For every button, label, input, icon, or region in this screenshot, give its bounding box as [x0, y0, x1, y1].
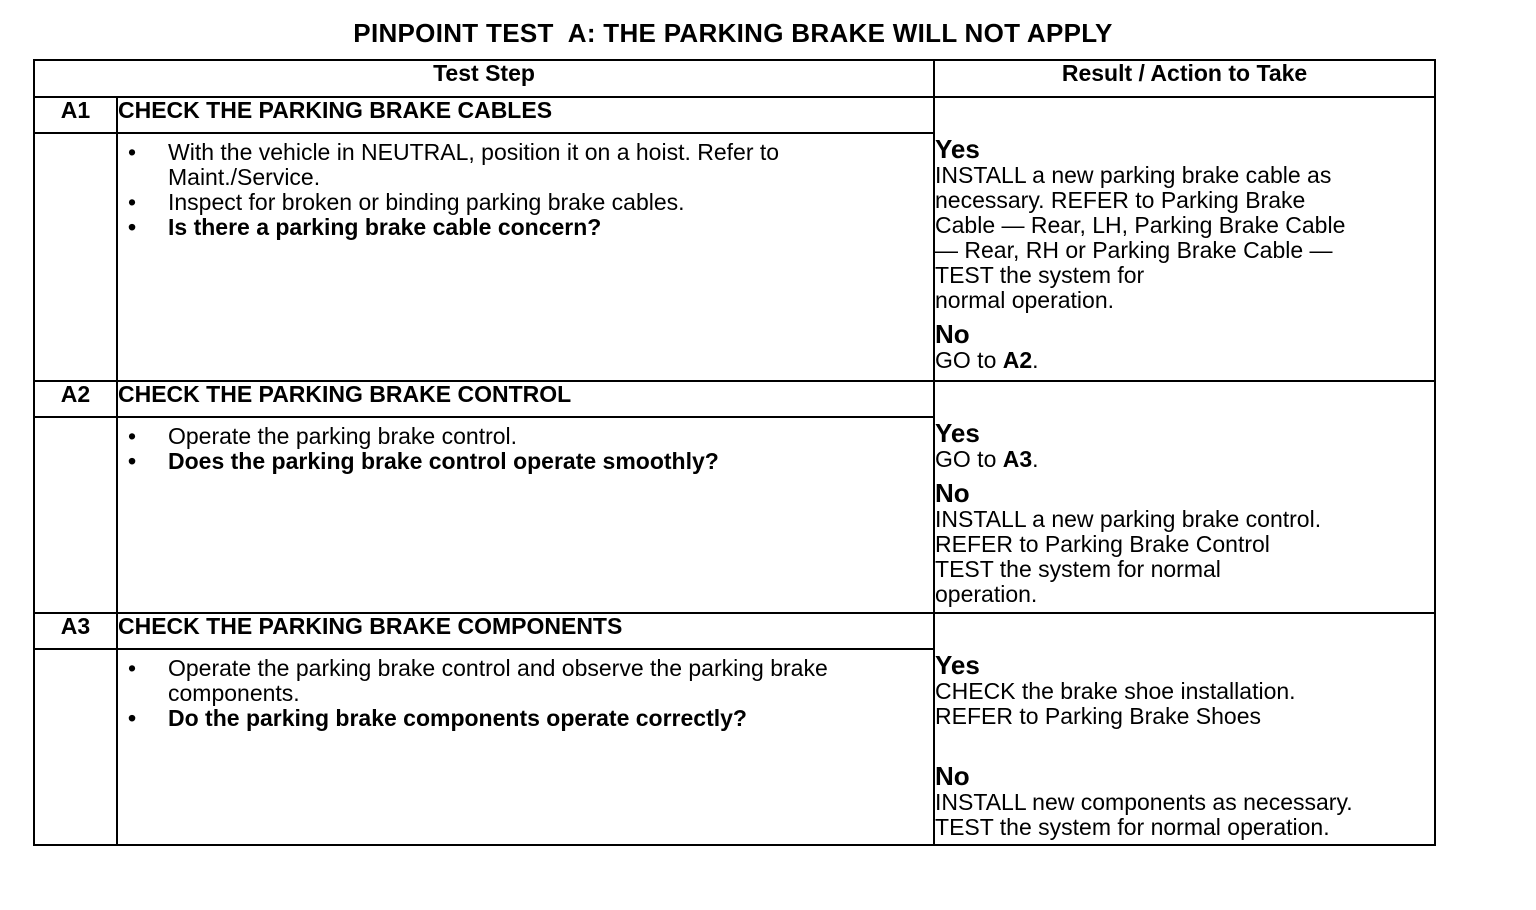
result-line [935, 348, 1434, 373]
yes-label: Yes [935, 650, 980, 680]
instruction-list [118, 650, 933, 731]
pinpoint-test-table [33, 59, 1436, 846]
result-line: TEST the system for [935, 262, 1145, 288]
step-a1-result [934, 97, 1435, 381]
step-a1-instructions [117, 133, 934, 381]
step-a1-title-row [34, 97, 1435, 133]
yes-label: Yes [935, 134, 980, 164]
header-row [34, 60, 1435, 97]
column-header-test-step: Test Step [34, 60, 934, 97]
result-line: TEST the system for normal [935, 556, 1221, 582]
step-title: CHECK THE PARKING BRAKE COMPONENTS [117, 613, 934, 649]
step-id: A1 [34, 97, 117, 133]
step-id-blank [34, 133, 117, 381]
question-item: • Does the parking brake control operate smoothly? [118, 449, 913, 474]
instruction-item: • Operate the parking brake control and observe the parking brake components. [118, 656, 913, 706]
punctuation: . [1032, 446, 1039, 472]
step-id-blank [34, 417, 117, 613]
result-line: necessary. REFER to Parking Brake [935, 187, 1306, 213]
go-to-step-link[interactable]: A2 [1002, 347, 1033, 373]
step-a2-result [934, 381, 1435, 613]
result-line: Cable — Rear, LH, Parking Brake Cable [935, 212, 1346, 238]
no-label: No [935, 319, 970, 349]
step-a3-title-row [34, 613, 1435, 649]
page-title: PINPOINT TEST A: THE PARKING BRAKE WILL NOT APPLY [353, 18, 1113, 48]
column-header-result: Result / Action to Take [934, 60, 1435, 97]
step-id: A2 [34, 381, 117, 417]
step-id: A3 [34, 613, 117, 649]
question-item: • Is there a parking brake cable concern? [118, 215, 913, 240]
step-title: CHECK THE PARKING BRAKE CABLES [117, 97, 934, 133]
instruction-item: • Operate the parking brake control. [118, 424, 913, 449]
no-label: No [935, 478, 970, 508]
instruction-list [118, 418, 933, 474]
go-to-text: GO to [935, 347, 1003, 373]
result-line: INSTALL a new parking brake control. [935, 506, 1322, 532]
step-a2-title-row [34, 381, 1435, 417]
instruction-list [118, 134, 933, 240]
result-line [935, 447, 1434, 472]
step-a3-result [934, 613, 1435, 845]
result-line: TEST the system for normal operation. [935, 814, 1330, 840]
question-item: • Do the parking brake components operate correctly? [118, 706, 913, 731]
result-line: INSTALL a new parking brake cable as [935, 162, 1332, 188]
step-a2-instructions [117, 417, 934, 613]
result-line: CHECK the brake shoe installation. [935, 678, 1296, 704]
result-line: REFER to Parking Brake Control [935, 531, 1270, 557]
result-line: — Rear, RH or Parking Brake Cable — [935, 237, 1333, 263]
result-line: operation. [935, 581, 1038, 607]
go-to-text: GO to [935, 446, 1003, 472]
result-line: INSTALL new components as necessary. [935, 789, 1353, 815]
step-id-blank [34, 649, 117, 845]
step-a3-instructions [117, 649, 934, 845]
result-line: normal operation. [935, 287, 1115, 313]
instruction-item: • Inspect for broken or binding parking brake cables. [118, 190, 913, 215]
no-label: No [935, 761, 970, 791]
step-title: CHECK THE PARKING BRAKE CONTROL [117, 381, 934, 417]
punctuation: . [1032, 347, 1039, 373]
yes-label: Yes [935, 418, 980, 448]
result-line: REFER to Parking Brake Shoes [935, 703, 1261, 729]
go-to-step-link[interactable]: A3 [1002, 446, 1033, 472]
instruction-item: • With the vehicle in NEUTRAL, position it on a hoist. Refer to Maint./Service. [118, 140, 913, 190]
